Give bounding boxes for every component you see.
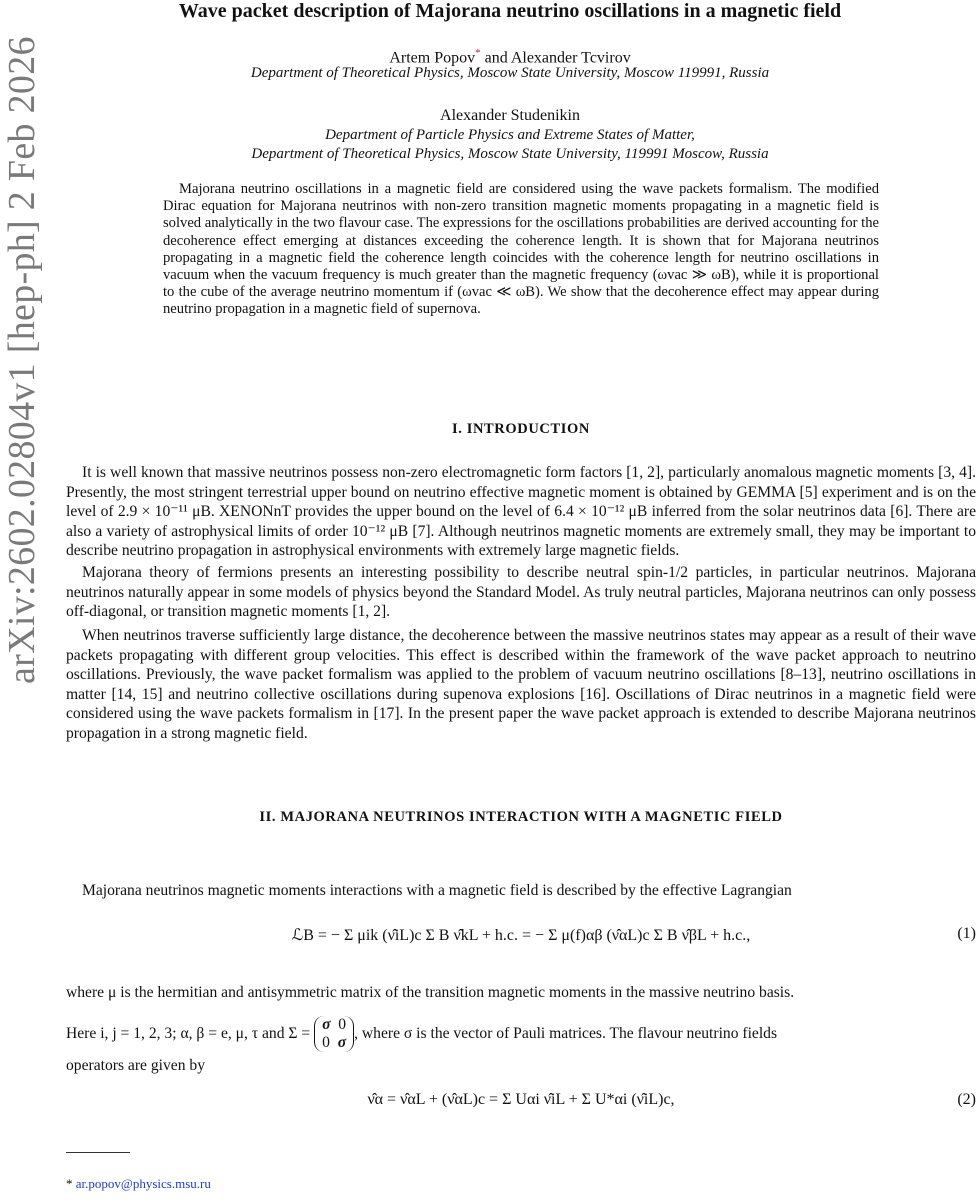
author-studenikin: Alexander Studenikin xyxy=(440,107,580,124)
footnote-marker: * xyxy=(66,1176,73,1191)
sigma-matrix: σ 0 0 σ xyxy=(314,1016,354,1052)
sigma-definition-end: , where σ is the vector of Pauli matrices. The flavour neutrino fields xyxy=(354,1025,778,1042)
section2-paragraph-1: Majorana neutrinos magnetic moments interactions with a magnetic field is described by the effective Lagrangian xyxy=(82,882,792,899)
abstract: Majorana neutrino oscillations in a magnetic field are considered using the wave packets formalism. The modified Dirac equation for Majorana neutrinos with non-zero transition magnetic moments propagating in a magnetic field is solved analytically in the two flavour case. The expressions for the oscillations probabilities are derived accounting for the decoherence effect emerging at distances exceeding the coherence length. It is shown that for Majorana neutrinos propagating in a magnetic field the coherence length coincides with the coherence length for neutrino oscillations in vacuum when the vacuum frequency is much greater than the magnetic frequency (ωvac ≫ ωB), while it is proportional to the cube of the average neutrino momentum if (ωvac ≪ ωB). We show that the decoherence effect may appear during neutrino propagation in a magnetic field of supernova. xyxy=(163,181,879,318)
author-tcvirov: and Alexander Tcvirov xyxy=(480,49,631,67)
equation-2 xyxy=(66,1083,976,1123)
equation-1 xyxy=(66,917,976,957)
equation-1-body: ℒB = − Σ μik (ν̂iL)c Σ B ν̂kL + h.c. = − Σ μ(f)αβ (ν̂αL)c Σ B ν̂βL + h.c., xyxy=(291,927,751,944)
intro-paragraph-3: When neutrinos traverse sufficiently large distance, the decoherence between the massive neutrinos states may appear as a result of their wave packets propagating with different group velocities. This effect is described within the framework of the wave packet approach to neutrino oscillations. Previously, the wave packet formalism was applied to the problem of vacuum neutrino oscillations [8–13], neutrino oscillations in matter [14, 15] and neutrino collective oscillations during supenova explosions [16]. Oscillations of Dirac neutrinos in a magnetic field were considered using the wave packets formalism in [17]. In the present paper the wave packet approach is extended to describe Majorana neutrinos propagation in a strong magnetic field. xyxy=(66,627,976,742)
section2-paragraph-3 xyxy=(66,1011,976,1057)
footnote xyxy=(66,1176,211,1192)
affiliation-particle-physics: Department of Particle Physics and Extreme States of Matter, xyxy=(325,127,695,143)
footnote-mark[interactable]: * xyxy=(475,47,481,59)
section-heading-introduction: I. INTRODUCTION xyxy=(452,421,590,437)
author-popov: Artem Popov xyxy=(389,49,476,67)
author-email-link[interactable]: ar.popov@physics.msu.ru xyxy=(75,1176,211,1191)
footnote-divider xyxy=(66,1152,130,1153)
arxiv-identifier[interactable]: arXiv:2602.02804v1 [hep-ph] 2 Feb 2026 xyxy=(1,36,43,684)
equation-2-body: ν̂α = ν̂αL + (ν̂αL)c = Σ Uαi ν̂iL + Σ U*αi (ν̂iL)c, xyxy=(367,1091,675,1108)
affiliation-msu: Department of Theoretical Physics, Moscow State University, Moscow 119991, Russia xyxy=(250,65,770,81)
equation-2-number: (2) xyxy=(957,1091,976,1108)
section-heading-majorana-interaction: II. MAJORANA NEUTRINOS INTERACTION WITH A MAGNETIC FIELD xyxy=(259,809,783,825)
intro-paragraph-2: Majorana theory of fermions presents an interesting possibility to describe neutral spin-1/2 particles, in particular neutrinos. Majorana neutrinos naturally appear in some models of physics beyond the Standard Model. As truly neutral particles, Majorana neutrinos can only possess off-diagonal, or transition magnetic moments [1, 2]. xyxy=(66,564,976,620)
intro-paragraph-1: It is well known that massive neutrinos possess non-zero electromagnetic form factors [1, 2], particularly anomalous magnetic moments [3, 4]. Presently, the most stringent terrestrial upper bound on neutrino effective magnetic moment is obtained by GEMMA [5] experiment and is on the level of 2.9 × 10⁻¹¹ μB. XENONnT provides the upper bound on the level of 6.4 × 10⁻¹² μB inferred from the solar neutrinos data [6]. There are also a variety of astrophysical limits of order 10⁻¹² μB [7]. Although neutrinos magnetic moments are extremely small, they may be important to describe neutrino propagation in astrophysical environments with extremely large magnetic fields. xyxy=(66,464,976,559)
paper-title: Wave packet description of Majorana neutrino oscillations in a magnetic field xyxy=(178,0,842,22)
equation-1-number: (1) xyxy=(957,925,976,942)
section2-paragraph-2: where μ is the hermitian and antisymmetric matrix of the transition magnetic moments in the massive neutrino basis. xyxy=(66,984,795,1001)
affiliation-theoretical-physics: Department of Theoretical Physics, Moscow State University, 119991 Moscow, Russia xyxy=(251,146,769,162)
section2-paragraph-4: operators are given by xyxy=(66,1057,205,1074)
sigma-definition-start: Here i, j = 1, 2, 3; α, β = e, μ, τ and Σ = xyxy=(66,1025,311,1042)
